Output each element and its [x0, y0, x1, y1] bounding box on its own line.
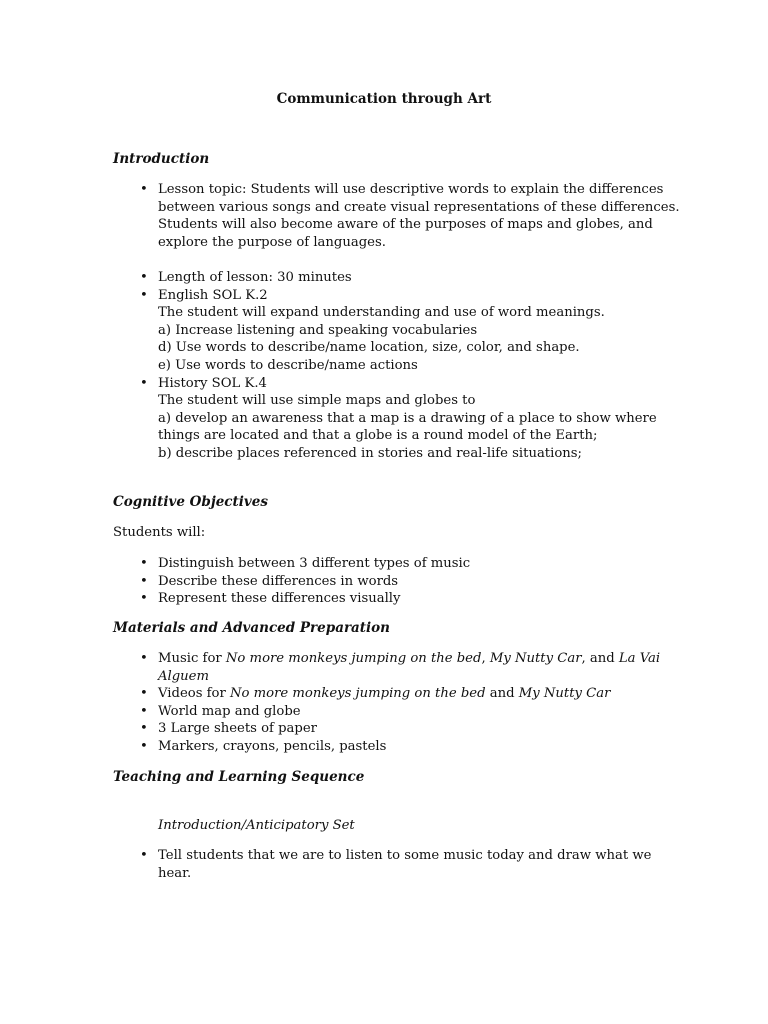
bullet-icon: •: [140, 703, 148, 719]
list-item: [0, 738, 678, 756]
document-title: Communication through Art: [276, 91, 492, 107]
teaching-sequence-heading: Teaching and Learning Sequence: [113, 769, 365, 785]
list-item-line: explore the purpose of languages.: [158, 234, 386, 250]
list-item-line: Represent these differences visually: [158, 591, 401, 607]
list-item-line: [158, 685, 678, 703]
list-item-line: The student will use simple maps and globes to: [158, 393, 476, 409]
song-title-continued: Alguem: [158, 668, 209, 684]
list-item-line: things are located and that a globe is a round model of the Earth;: [158, 428, 598, 444]
song-title: No more monkeys jumping on the bed: [225, 651, 482, 666]
list-item: [0, 269, 678, 287]
list-item: [0, 375, 678, 463]
videos-prefix: Videos for: [158, 686, 230, 702]
bullet-icon: •: [140, 686, 148, 702]
list-item-line: World map and globe: [158, 703, 301, 719]
bullet-icon: •: [140, 591, 148, 607]
bullet-icon: •: [140, 269, 148, 285]
bullet-icon: •: [140, 651, 148, 666]
list-item-line: English SOL K.2: [158, 287, 268, 303]
cognitive-lead-text: Students will:: [113, 525, 206, 540]
separator: and: [485, 686, 519, 702]
list-item-line: a) develop an awareness that a map is a drawing of a place to show where: [158, 410, 657, 426]
bullet-icon: •: [140, 848, 148, 863]
cognitive-objectives-heading: Cognitive Objectives: [113, 494, 268, 510]
list-item-line: hear.: [158, 865, 192, 881]
list-item: [0, 650, 678, 685]
separator: , and: [581, 651, 619, 666]
list-item-line: b) describe places referenced in stories and real-life situations;: [158, 445, 582, 461]
song-title: La Vai: [618, 651, 661, 666]
list-item: [0, 703, 678, 721]
list-item: [0, 720, 678, 738]
list-item: [0, 685, 678, 703]
list-item-line: e) Use words to describe/name actions: [158, 357, 418, 373]
list-item-line: Length of lesson: 30 minutes: [158, 269, 352, 285]
materials-list: [0, 650, 768, 756]
list-item-line: Lesson topic: Students will use descriptive words to explain the differences: [158, 182, 664, 197]
list-item-line: d) Use words to describe/name location, size, color, and shape.: [158, 340, 580, 356]
list-item-line: Tell students that we are to listen to some music today and draw what we: [158, 848, 652, 863]
list-item-line: 3 Large sheets of paper: [158, 721, 317, 737]
list-item: [0, 181, 678, 251]
materials-heading: Materials and Advanced Preparation: [113, 620, 390, 636]
list-item: [0, 287, 678, 375]
bullet-icon: •: [140, 573, 148, 589]
list-item: [0, 847, 678, 882]
list-item-line: The student will expand understanding and use of word meanings.: [158, 305, 605, 321]
list-item-line: a) Increase listening and speaking vocabularies: [158, 322, 478, 338]
bullet-icon: •: [140, 182, 148, 197]
list-item-line: [158, 650, 678, 668]
introduction-list: [0, 181, 768, 463]
bullet-icon: •: [140, 287, 148, 303]
list-item-line: History SOL K.4: [158, 375, 267, 391]
bullet-icon: •: [140, 738, 148, 754]
list-item-line: [158, 668, 678, 686]
list-item-line: between various songs and create visual representations of these differences.: [158, 199, 680, 215]
bullet-icon: •: [140, 375, 148, 391]
list-item-line: Describe these differences in words: [158, 573, 399, 589]
list-item: [0, 590, 678, 608]
list-item: [0, 573, 678, 591]
bullet-icon: •: [140, 556, 148, 571]
song-title: My Nutty Car: [489, 651, 582, 666]
bullet-icon: •: [140, 721, 148, 737]
list-item: [0, 555, 678, 573]
teaching-sequence-list: [0, 847, 768, 882]
song-title: No more monkeys jumping on the bed: [229, 686, 486, 702]
anticipatory-set-subheading: Introduction/Anticipatory Set: [158, 818, 355, 833]
music-prefix: Music for: [158, 651, 226, 666]
list-item-line: Markers, crayons, pencils, pastels: [158, 738, 387, 754]
list-item-line: Distinguish between 3 different types of music: [158, 556, 471, 571]
introduction-heading: Introduction: [113, 151, 210, 167]
list-item-line: Students will also become aware of the purposes of maps and globes, and: [158, 217, 653, 233]
cognitive-objectives-list: [0, 555, 768, 608]
song-title: My Nutty Car: [518, 686, 611, 702]
separator: ,: [481, 651, 490, 666]
